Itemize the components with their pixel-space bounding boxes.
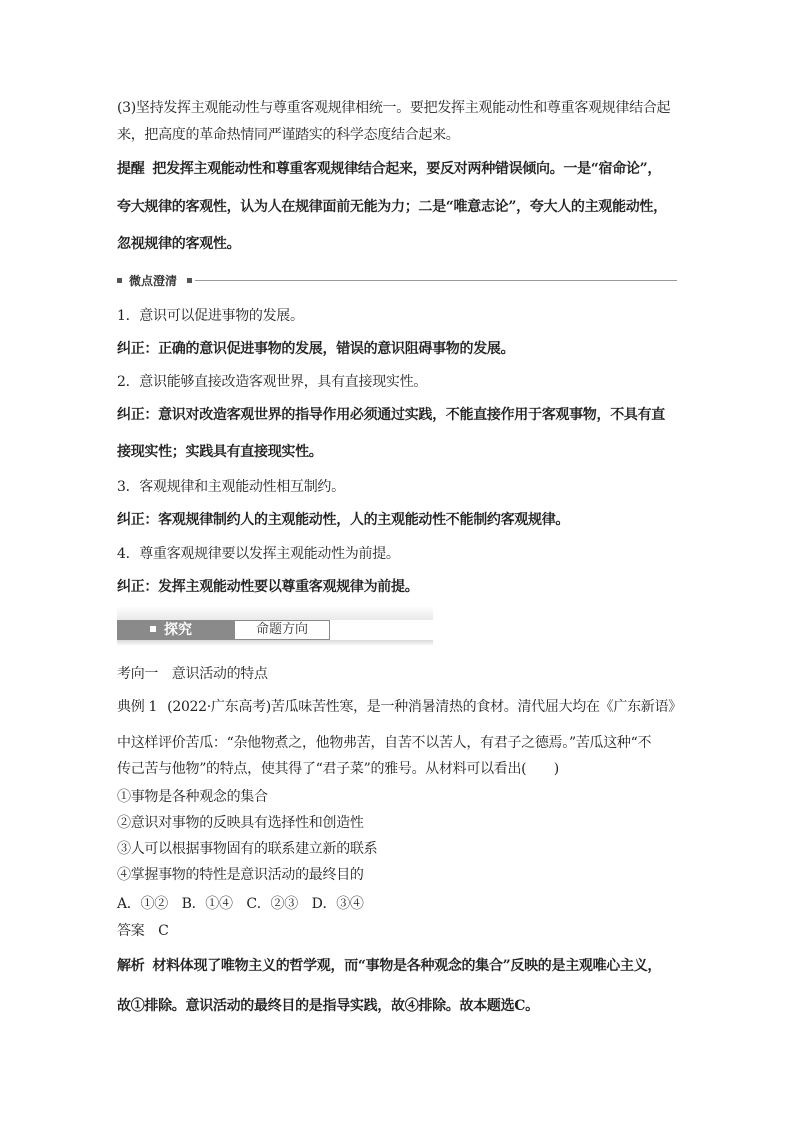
- bullet-square-icon: [187, 278, 192, 283]
- clarification-statement-1: 1．意识可以促进事物的发展。: [117, 308, 304, 324]
- clarification-statement-4: 4．尊重客观规律要以发挥主观能动性为前提。: [117, 546, 400, 562]
- example-text-1: (2022·广东高考)苦瓜味苦性寒，是一种消暑清热的食材。清代屈大均在《广东新语》: [167, 699, 682, 715]
- option-2: ②意识对事物的反映具有选择性和创造性: [117, 815, 364, 831]
- reminder-line-3: 忽视规律的客观性。: [117, 236, 241, 252]
- tab-explore-label: 探究: [164, 622, 192, 638]
- reminder-text-1: 把发挥主观能动性和尊重客观规律结合起来，要反对两种错误倾向。一是“宿命论”，: [152, 161, 662, 177]
- reminder-line-1: [117, 158, 677, 178]
- reminder-line-2: 夸大规律的客观性，认为人在规律面前无能为力；二是“唯意志论”，夸大人的主观能动性，: [117, 199, 667, 215]
- square-bullet-icon: [150, 626, 156, 632]
- analysis-line-1: [117, 955, 677, 975]
- bullet-square-icon: [117, 278, 122, 283]
- clarification-correction-2a: 纠正：意识对改造客观世界的指导作用必须通过实践，不能直接作用于客观事物，不具有直: [117, 407, 665, 423]
- tabs-underline: [117, 640, 433, 646]
- clarification-statement-3: 3．客观规律和主观能动性相互制约。: [117, 479, 345, 495]
- reminder-tag: 提醒: [117, 161, 145, 177]
- option-4: ④掌握事物的特性是意识活动的最终目的: [117, 867, 364, 883]
- intro-line-2: 来，把高度的革命热情同严谨踏实的科学态度结合起来。: [117, 127, 460, 143]
- analysis-text-1: 材料体现了唯物主义的哲学观，而“事物是各种观念的集合”反映的是主观唯心主义，: [152, 958, 662, 974]
- example-label: 典例 1: [117, 699, 158, 715]
- clarification-correction-3: 纠正：客观规律制约人的主观能动性，人的主观能动性不能制约客观规律。: [117, 512, 570, 528]
- analysis-tag: 解析: [117, 958, 145, 974]
- clarification-correction-2b: 接现实性；实践具有直接现实性。: [117, 444, 323, 460]
- direction-heading: 考向一 意识活动的特点: [117, 666, 268, 682]
- clarification-correction-1: 纠正：正确的意识促进事物的发展，错误的意识阻碍事物的发展。: [117, 341, 515, 357]
- example-line-2: 中这样评价苦瓜：“杂他物煮之，他物弗苦，自苦不以苦人，有君子之德焉。”苦瓜这种“不: [117, 735, 652, 751]
- tabs-shade: [117, 606, 433, 620]
- answer: 答案 C: [117, 923, 169, 939]
- section-tabs: [117, 606, 433, 646]
- section-divider: [195, 280, 677, 281]
- example-line-1: [117, 696, 682, 716]
- analysis-line-2: 故①排除。意识活动的最终目的是指导实践，故④排除。故本题选C。: [117, 998, 539, 1014]
- option-3: ③人可以根据事物固有的联系建立新的联系: [117, 841, 378, 857]
- answer-choices: A．①② B．①④ C．②③ D．③④: [117, 896, 364, 912]
- clarification-statement-2: 2．意识能够直接改造客观世界，具有直接现实性。: [117, 374, 428, 390]
- intro-line-1: (3)坚持发挥主观能动性与尊重客观规律相统一。要把发挥主观能动性和尊重客观规律结合起: [117, 100, 671, 116]
- option-1: ①事物是各种观念的集合: [117, 789, 268, 805]
- section-title: 微点澄清: [129, 274, 178, 288]
- section-header: [117, 272, 677, 288]
- clarification-correction-4: 纠正：发挥主观能动性要以尊重客观规律为前提。: [117, 579, 419, 595]
- example-line-3: 传己苦与他物”的特点，使其得了“君子菜”的雅号。从材料可以看出( ): [117, 761, 559, 777]
- tab-proposition-direction: 命题方向: [234, 620, 330, 640]
- tab-explore: [117, 620, 234, 640]
